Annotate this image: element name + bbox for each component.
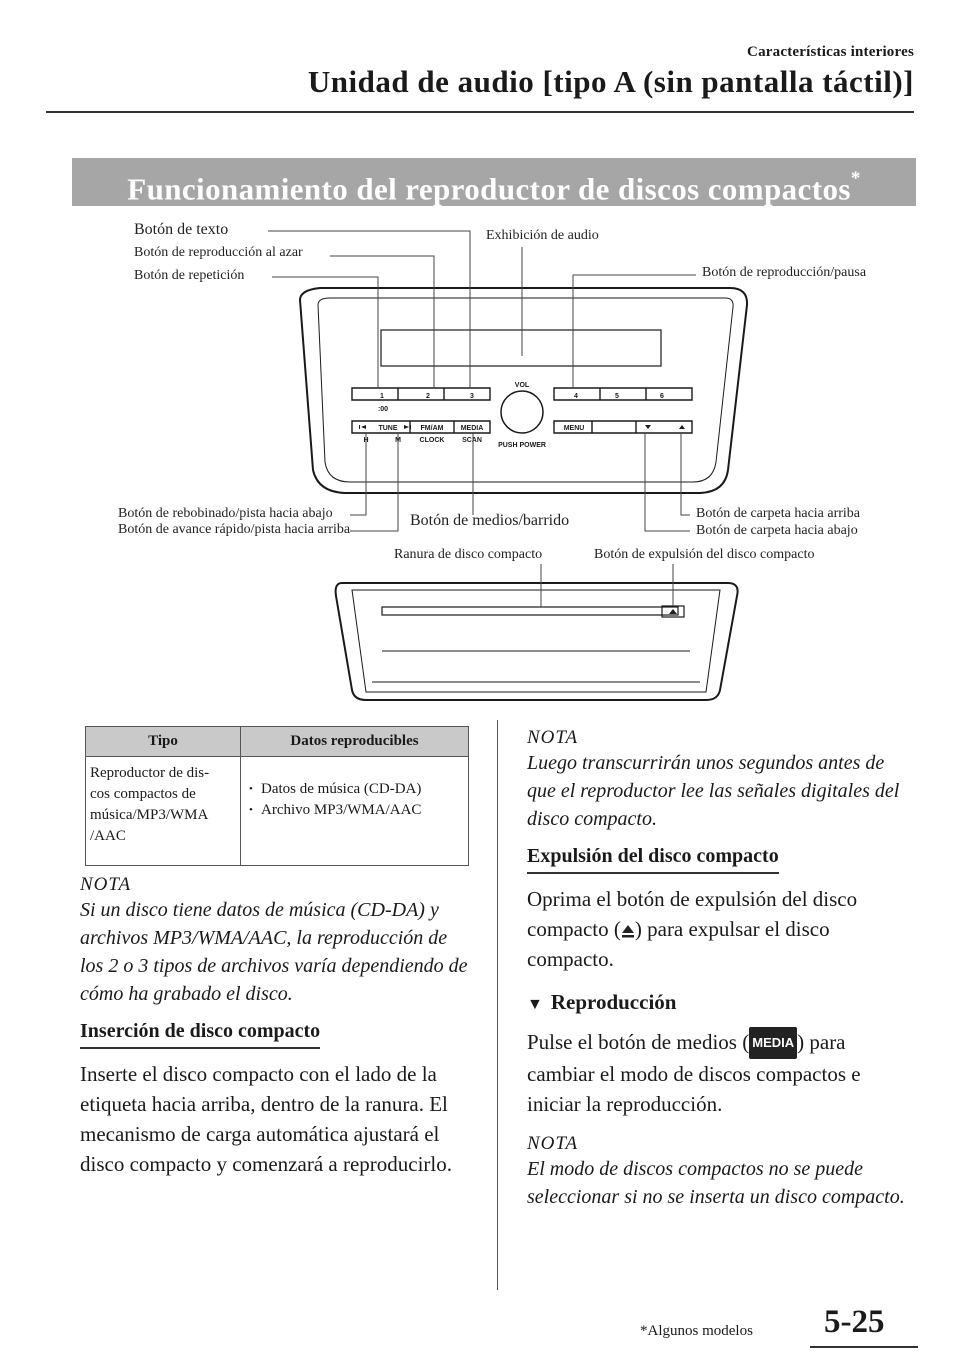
note-label: NOTA [80, 874, 132, 895]
eject-icon [621, 923, 635, 939]
preset-5: 5 [615, 393, 619, 400]
preset-3: 3 [470, 393, 474, 400]
note-label: NOTA [527, 727, 579, 748]
rewind-icon [359, 425, 366, 429]
banner-title: Funcionamiento del reproductor de discos compactos [127, 171, 851, 207]
table-header-data: Datos reproducibles [241, 727, 469, 757]
page-number: 5-25 [824, 1304, 885, 1340]
note-text: Si un disco tiene datos de música (CD-DA) y archivos MP3/WMA/AAC, la reproducción de los 2 o 3 tipos de archivos varía dependiendo de cómo ha grabado el disco. [80, 899, 468, 1005]
callout-forward-button: Botón de avance rápido/pista hacia arriba [118, 522, 351, 537]
h-label: H [363, 437, 369, 444]
page-title: Unidad de audio [tipo A (sin pantalla táctil)] [307, 64, 914, 99]
preset-4: 4 [574, 393, 578, 400]
left-column [80, 874, 470, 1179]
clock-label: CLOCK [419, 437, 445, 444]
insert-cd-heading: Inserción de disco compacto [80, 1020, 320, 1049]
playable-data-table [85, 726, 469, 866]
type-line: /AAC [90, 828, 126, 844]
folder-down-icon [645, 425, 651, 429]
eject-text-a: Oprima el botón de expulsión del disco compacto ( [527, 887, 858, 941]
eject-text-b: ) para expulsar el disco compacto. [527, 917, 830, 971]
type-line: cos compactos de [90, 786, 196, 802]
callout-play-pause-button: Botón de reproducción/pausa [702, 265, 867, 280]
playback-text-a: Pulse el botón de medios ( [527, 1030, 750, 1054]
section-name: Características interiores [747, 44, 914, 60]
audio-display-window [381, 330, 661, 366]
right-column [527, 727, 917, 1211]
m-label: M [395, 437, 401, 444]
callout-folder-up-button: Botón de carpeta hacia arriba [696, 506, 861, 521]
table-row [86, 757, 469, 866]
callout-folder-down-button: Botón de carpeta hacia abajo [696, 523, 858, 538]
playback-heading [527, 990, 917, 1015]
volume-knob [501, 391, 543, 433]
data-item: • Archivo MP3/WMA/AAC [261, 800, 464, 821]
playback-heading-text: Reproducción [550, 990, 677, 1014]
preset-2: 2 [426, 393, 430, 400]
eject-icon [669, 609, 677, 614]
note-label: NOTA [527, 1133, 579, 1154]
callout-rewind-button: Botón de rebobinado/pista hacia abajo [118, 506, 333, 521]
note-text: Luego transcurrirán unos segundos antes de que el reproductor lee las señales digitales del disco compacto. [527, 752, 900, 830]
playback-text [527, 1027, 917, 1119]
triangle-bullet-icon: ▼ [527, 996, 543, 1013]
table-cell-type [86, 757, 241, 866]
callout-eject-button: Botón de expulsión del disco compacto [594, 547, 815, 562]
type-line: Reproductor de dis- [90, 765, 210, 781]
scan-label: SCAN [462, 437, 482, 444]
data-item: • Datos de música (CD-DA) [261, 779, 464, 800]
footer-rule [810, 1346, 918, 1348]
callout-shuffle-button: Botón de reproducción al azar [134, 245, 303, 260]
fmam-label: FM/AM [420, 425, 444, 432]
note-text: El modo de discos compactos no se puede seleccionar si no se inserta un disco compacto. [527, 1158, 905, 1208]
folder-up-icon [679, 425, 685, 429]
eject-cd-heading: Expulsión del disco compacto [527, 845, 779, 874]
playback-text-b: ) para cambiar el modo de discos compactos e iniciar la reproducción. [527, 1030, 861, 1116]
eject-cd-text [527, 884, 917, 974]
footnote: *Algunos modelos [640, 1323, 753, 1339]
callout-cd-slot: Ranura de disco compacto [394, 547, 543, 562]
callout-audio-display: Exhibición de audio [486, 228, 599, 243]
callout-repeat-button: Botón de repetición [134, 268, 245, 283]
column-divider [497, 720, 498, 1290]
cd-slot [382, 607, 678, 615]
callout-text-button: Botón de texto [134, 221, 229, 238]
table-header-type: Tipo [86, 727, 241, 757]
menu-label: MENU [563, 425, 585, 432]
media-button-icon: MEDIA [749, 1027, 797, 1059]
insert-cd-text: Inserte el disco compacto con el lado de la etiqueta hacia arriba, dentro de la ranura. El mecanismo de carga automática ajustará el disco compacto y comenzará a reproducirlo. [80, 1062, 453, 1176]
vol-label: VOL [514, 382, 530, 389]
preset-1: 1 [380, 393, 384, 400]
table-header-row [86, 727, 469, 757]
media-label: MEDIA [460, 425, 484, 432]
data-list [245, 779, 464, 821]
tune-label: TUNE [378, 425, 398, 432]
table-cell-data [241, 757, 469, 866]
time-00-label: :00 [377, 406, 389, 413]
type-line: música/MP3/WMA [90, 807, 209, 823]
callout-media-scan-button: Botón de medios/barrido [410, 512, 570, 529]
banner-footnote-mark: * [850, 168, 861, 189]
preset-6: 6 [660, 393, 664, 400]
push-power-label: PUSH POWER [498, 442, 546, 449]
